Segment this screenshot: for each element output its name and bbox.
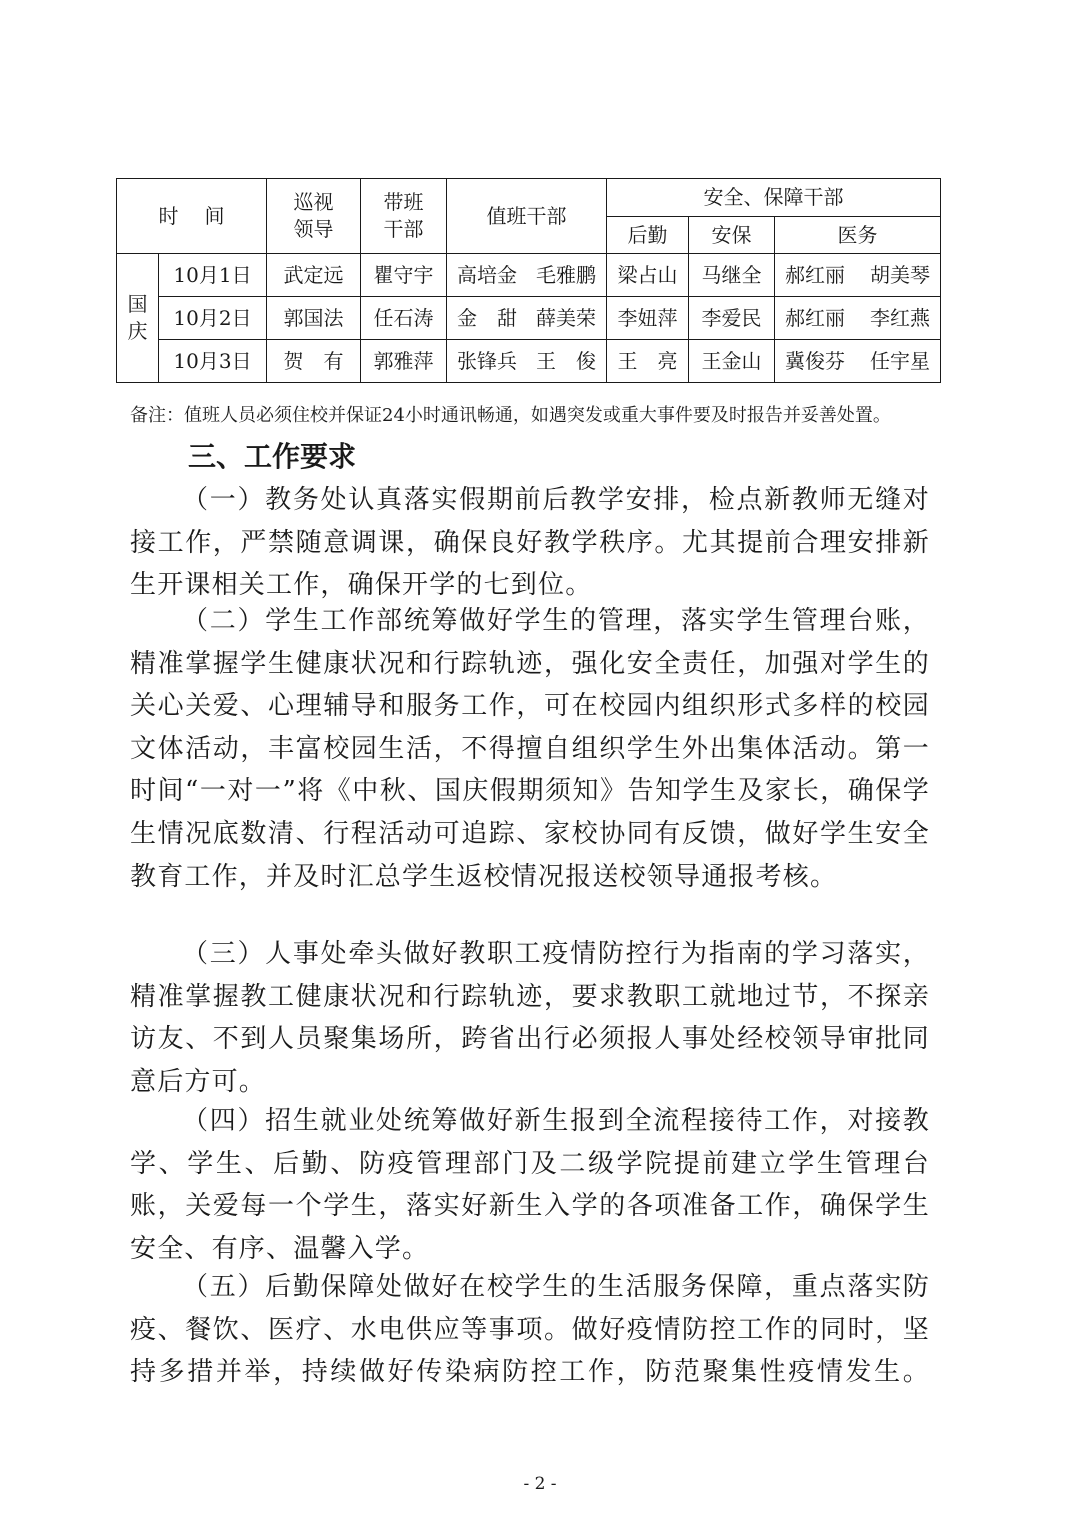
paragraph-3: （三）人事处牵头做好教职工疫情防控行为指南的学习落实，精准掌握教工健康状况和行踪轨迹，要求教职工就地过节，不探亲访友、不到人员聚集场所，跨省出行必须报人事处经校领导审批同意后方可。 [130,939,930,1097]
cell-medical: 郝红丽 李红燕 [775,297,941,340]
cell-date: 10月3日 [159,340,267,383]
table-header-row [117,179,941,217]
cell-logistics: 李妞萍 [607,297,689,340]
cell-shift: 郭雅萍 [361,340,447,383]
holiday-label: 国 庆 [117,254,159,383]
cell-shift: 瞿守宇 [361,254,447,297]
cell-shift: 任石涛 [361,297,447,340]
table-note: 备注：值班人员必须住校并保证24小时通讯畅通，如遇突发或重大事件要及时报告并妥善处置。 [130,405,891,426]
cell-patrol: 武定远 [267,254,361,297]
section-heading: 三、工作要求 [188,440,357,473]
paragraph-4: （四）招生就业处统筹做好新生报到全流程接待工作，对接教学、学生、后勤、防疫管理部门及二级学院提前建立学生管理台账，关爱每一个学生，落实好新生入学的各项准备工作，确保学生安全、有序、温馨入学。 [130,1106,930,1264]
cell-patrol: 郭国法 [267,297,361,340]
header-medical: 医务 [775,217,941,254]
paragraph-5: （五）后勤保障处做好在校学生的生活服务保障，重点落实防疫、餐饮、医疗、水电供应等事项。做好疫情防控工作的同时，坚持多措并举，持续做好传染病防控工作，防范聚集性疫情发生。 [130,1272,930,1388]
cell-security: 马继全 [689,254,775,297]
header-security: 安保 [689,217,775,254]
cell-patrol: 贺 有 [267,340,361,383]
duty-schedule-table [116,178,941,383]
cell-logistics: 梁占山 [607,254,689,297]
paragraph-1: （一）教务处认真落实假期前后教学安排，检点新教师无缝对接工作，严禁随意调课，确保良好教学秩序。尤其提前合理安排新生开课相关工作，确保开学的七到位。 [130,485,930,601]
cell-medical: 冀俊芬 任宇星 [775,340,941,383]
cell-security: 王金山 [689,340,775,383]
table-row [117,340,941,383]
paragraph-2: （二）学生工作部统筹做好学生的管理，落实学生管理台账，精准掌握学生健康状况和行踪轨迹，强化安全责任，加强对学生的关心关爱、心理辅导和服务工作，可在校园内组织形式多样的校园文体活动，丰富校园生活，不得擅自组织学生外出集体活动。第一时间“一对一”将《中秋、国庆假期须知》告知学生及家长，确保学生情况底数清、行程活动可追踪、家校协同有反馈，做好学生安全教育工作，并及时汇总学生返校情况报送校领导通报考核。 [130,606,930,892]
header-shift-lead: 带班 干部 [361,179,447,254]
cell-duty: 张锋兵 王 俊 [447,340,607,383]
table-row [117,254,941,297]
header-time: 时间 [117,179,267,254]
header-patrol-leader: 巡视 领导 [267,179,361,254]
header-logistics: 后勤 [607,217,689,254]
table-row [117,297,941,340]
header-safety-group: 安全、保障干部 [607,179,941,217]
page-number: - 2 - [523,1474,557,1494]
cell-medical: 郝红丽 胡美琴 [775,254,941,297]
cell-duty: 高培金 毛雅鹏 [447,254,607,297]
cell-duty: 金 甜 薛美荣 [447,297,607,340]
header-duty-cadre: 值班干部 [447,179,607,254]
cell-security: 李爱民 [689,297,775,340]
cell-date: 10月2日 [159,297,267,340]
cell-logistics: 王 亮 [607,340,689,383]
cell-date: 10月1日 [159,254,267,297]
